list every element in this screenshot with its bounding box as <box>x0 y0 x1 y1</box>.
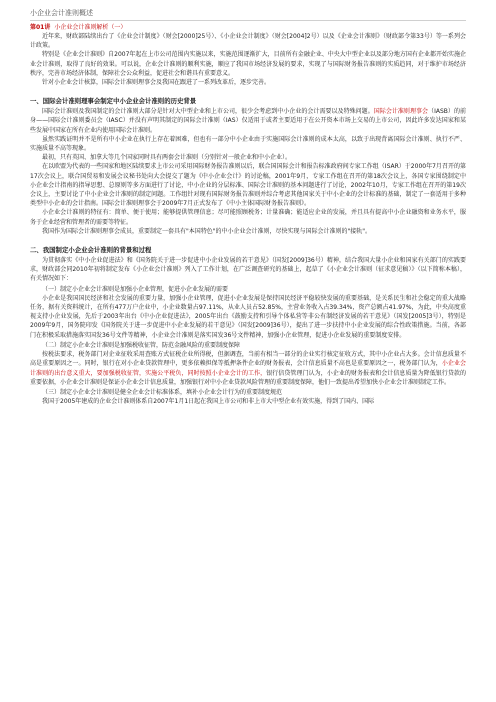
section-1-heading: 一、国际会计准则理事会制定中小企业会计准则的历史背景 <box>30 97 197 106</box>
lecture-series-line <box>30 23 466 32</box>
intro-paragraph-3: 针对小企业会计核算，国际会计准则理事会及我国在跟进了一系列改革后，逐步完善。 <box>42 79 271 87</box>
section-1-paragraph-4: 在以欧盟为代表的一些国家和地区陆续要求上市公司采用国际财务报告准则以后，联合国国际会计和报告标准政府间专家工作组（ISAR）于2000年7月召开的第17次会议上，联合国贸易和发展会议秘书处向大会提交了题为《中小企业会计》的讨论稿，2001年9月，专家工作组在召开的第18次会议上，各国专家围绕制定中小企业会计指南的指导思想、总原则等多方面进行了讨论，中小企业的分层标准、国际会计准则的基本问题进行了讨论，2002年10月，专家工作组在召开的第19次会议上，主要讨论了中小企业会计准则的制定问题。工作组针对现有国际财务报告准则并综合考虑其他国家关于中小企业的会计标准的基础，制定了一套适用于多种类型中小企业的会计指南。国际会计准则理事会于2009年7月正式发布了《中小主体国际财务报告准则》。 <box>30 163 466 208</box>
section-2-subheading-3: （三）制定小企业会计准则是健全企业会计标准体系，填补小企业会计行为的重要制度规范 <box>42 388 283 396</box>
section-2-p3-text-a: 按税法要求，税务部门对企业征收采用查账方式征税企业所得税，但据调查，当前有相当一部分的企业实行核定征收方式，其中小企业占大多。会计信息质量不高是重要原因之一。同时，银行在对小企业贷款管理中，更多依赖担保等抵押条件企业的财务报表，会计信息质量不高也是重要原因之一，税务部门认为， <box>30 351 466 368</box>
section-1-p1-text-a: 国际会计准则及我国制定的会计准则大部分是针对大中型企业和上市公司，很少会考虑到中小企业的会计需要以及特殊问题。 <box>42 108 374 116</box>
lecture-tag: 第01讲 <box>30 24 51 31</box>
section-1-paragraph-2: 虽然实践证明并不是所有中小企业在执行上存在着困难，但也有一部分中小企业由于实施国际会计准则的成本太高，以致于出现背离国际会计准则、执行不严、实施质量不高等现象。 <box>30 135 466 153</box>
lecture-subtitle: 小企业会计准则解析（一） <box>54 24 127 31</box>
document-title: 小企业会计准则概述 <box>30 8 466 21</box>
section-1-paragraph-6: 我国作为国际会计准则理事会成员，重要制定一套具有"本国特色"的中小企业会计准则，尽快实现与国际会计准则的"接轨"。 <box>42 227 372 235</box>
section-1-paragraph-1 <box>30 107 466 135</box>
section-2-heading: 二、我国制定小企业会计准则的背景和过程 <box>30 246 152 255</box>
section-2-paragraph-3 <box>30 350 466 387</box>
section-2-p3-highlight: 小企业会计准则的出台意义重大，要加强税收征管，实施公平税负，同时按照小企业会计的工作， <box>30 360 466 377</box>
section-1-p1-text-b: （IASB）的前身——国际会计准则委员会（IASC）并没有声明其制定的国际会计准则（IAS）仅适用于或者主要适用于在公开资本市场上交易的上市公司，因此许多发达国家和某些发展中国家在所有企业内使用国际会计准则。 <box>30 108 466 134</box>
section-1-p1-highlight: 国际会计准则理事会 <box>373 108 429 116</box>
section-2-paragraph-4: 我国于2005年建成的企业会计准则体系自2007年1月1日起在我国上市公司和非上市大中型企业有效实施，得到了国内、国际 <box>42 398 375 406</box>
section-2-paragraph-1: 为贯彻落实《中小企业促进法》和《国务院关于进一步促进中小企业发展的若干意见》（国发[2009]36号）精神，结合我国大量小企业和国家有关部门的实践要求，财政部会同2010年初将制定发布《小企业会计准则》列入了工作计划，在广泛调查研究的基础上，起草了《小企业会计准则（征求意见稿）》（以下简称本稿），有关情况如下： <box>30 257 466 283</box>
intro-paragraph-1: 近年来，财政部陆续出台了《企业会计制度》（财会[2000]25号）、《小企业会计制度》（财会[2004]2号）以及《企业会计准则》（财政部令第33号）等一系列会计政策。 <box>30 33 466 50</box>
section-2-p3-text-b: 银行信贷管理门认为，小企业的财务报表和会计信息质量为降低银行贷款的重要依据，小企业会计准则是保证小企业会计信息质量，加强银行对中小企业贷款风险管理的重要制度保障，他们一致提出希望加快小企业会计准则制定工作。 <box>30 369 466 386</box>
section-2-subheading-2: （二）制定小企业会计准则是加强税收征管，防范金融风险的重要制度保障 <box>42 341 241 349</box>
section-2-subheading-1: （一）制定小企业会计准则是加强小企业管理，促进小企业发展的需要 <box>42 285 229 293</box>
intro-paragraph-2: 特别是《企业会计准则》自2007年起在上市公司范围内实施以来，实施范围逐渐扩大，目前所有金融企业、中央大中型企业以及部分地方国有企业都开始实施企业会计准则，取得了良好的效果。可以说，企业会计准则的顺利实施，顺应了我国市场经济发展的要求，实现了与国际财务报告准则的实质趋同，对于维护市场经济秩序，完善市场经济体制，保障社会公众利益，促进社会和谐具有重要意义。 <box>30 51 466 77</box>
section-2-paragraph-2: 小企业是我国国民经济和社会发展的重要力量，加强小企业管理，促进小企业发展是保持国民经济平稳较快发展的重要基础，是关系民生和社会稳定的重大战略任务，据有关资料统计，在所有477万户企业中，小企业数量占97.11%，从业人员占52.85%，主营业务收入占39.34%，资产总额占41.97%，为此，中央高度重视支持小企业发展，先后于2003年出台《中小企业促进法》，2005年出台《鼓励支持和引导个体私营等非公有制经济发展的若干意见》（国发[2005]3号），特别是2009年9月，国务院印发《国务院关于进一步促进中小企业发展的若干意见》（国发[2009]36号），提出了进一步扶持中小企业发展的综合性政策措施。当前，各部门在积极采取措施落实国发36号文件等精神，小企业会计准则是落实国发36号文件精神，加强小企业管理，促进小企业发展的重要制度安排。 <box>30 294 466 339</box>
section-1-paragraph-5: 小企业会计准则的特征有：简单、便于使用；能够提供管理信息；尽可能照顾税务；计量准确；能适应企业的发展，并且具有提高中小企业融资和业务水平，服务于企业经营和管理者的需要等特征。 <box>30 209 466 226</box>
section-1-paragraph-3: 最初，只有英国、加拿大等几个国家同时具有两套会计准则（分别针对一般企业和中小企业）。 <box>42 154 292 162</box>
